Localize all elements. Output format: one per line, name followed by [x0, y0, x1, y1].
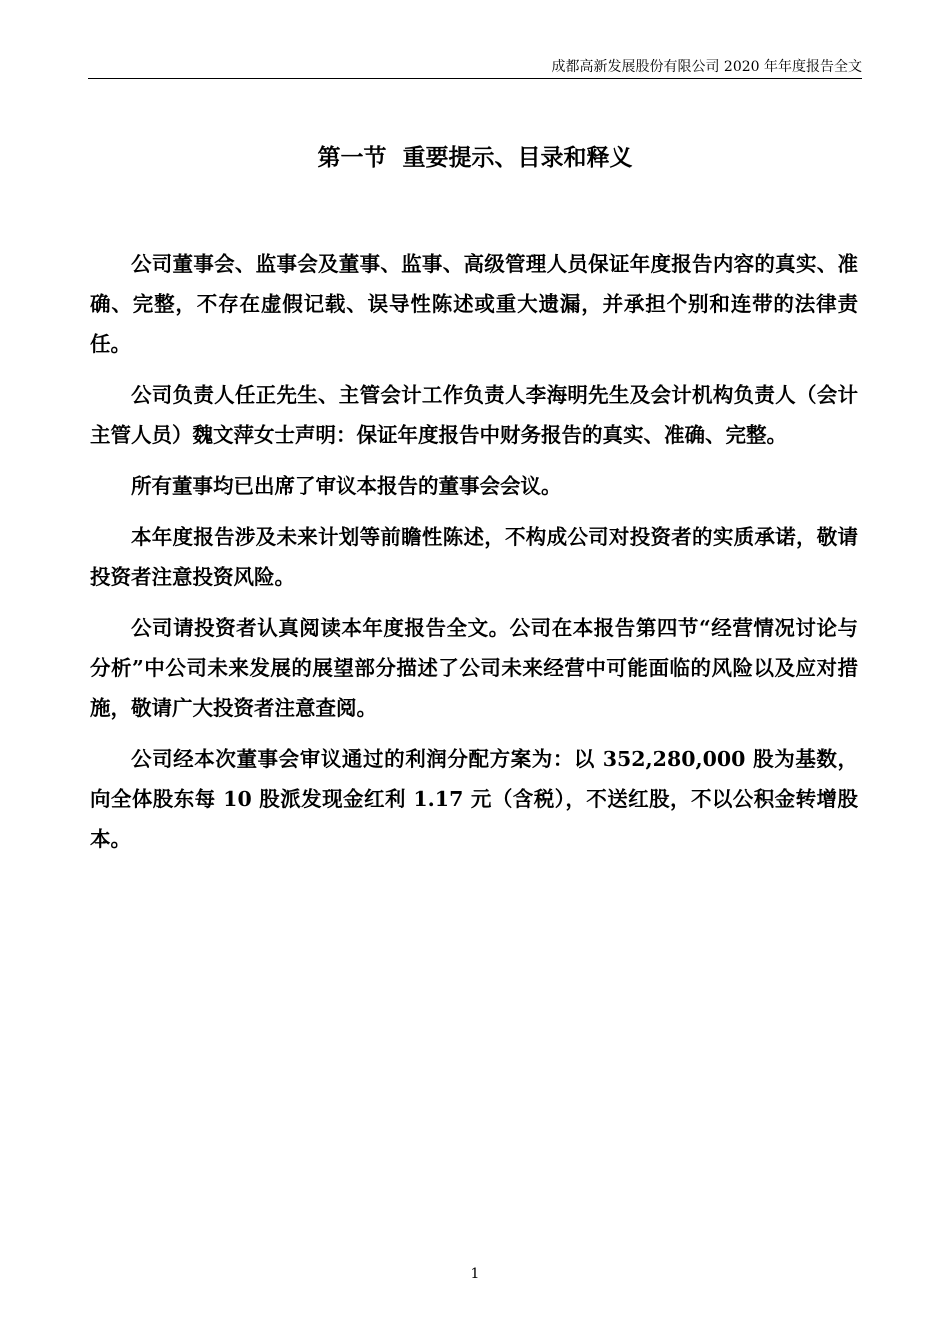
- paragraph-forward-looking-statement: 本年度报告涉及未来计划等前瞻性陈述，不构成公司对投资者的实质承诺，敬请投资者注意投资风险。: [90, 525, 858, 589]
- paragraph-profit-distribution: 公司经本次董事会审议通过的利润分配方案为：以 352,280,000 股为基数，向全体股东每 10 股派发现金红利 1.17 元（含税），不送红股，不以公积金转增股本。: [90, 747, 858, 851]
- paragraph-board-attendance: 所有董事均已出席了审议本报告的董事会会议。: [131, 474, 562, 498]
- header-rule: [88, 78, 862, 79]
- page-number: 1: [470, 1266, 480, 1282]
- paragraph-financial-statement-declaration: 公司负责人任正先生、主管会计工作负责人李海明先生及会计机构负责人（会计主管人员）魏文萍女士声明：保证年度报告中财务报告的真实、准确、完整。: [90, 383, 858, 447]
- body-text: [90, 244, 858, 870]
- running-header: 成都高新发展股份有限公司 2020 年年度报告全文: [551, 59, 862, 75]
- paragraph-risk-notice: 公司请投资者认真阅读本年度报告全文。公司在本报告第四节“经营情况讨论与分析”中公司未来发展的展望部分描述了公司未来经营中可能面临的风险以及应对措施，敬请广大投资者注意查阅。: [90, 616, 858, 720]
- section-title: 第一节 重要提示、目录和释义: [317, 144, 633, 171]
- paragraph-responsibility-statement: 公司董事会、监事会及董事、监事、高级管理人员保证年度报告内容的真实、准确、完整，不存在虚假记载、误导性陈述或重大遗漏，并承担个别和连带的法律责任。: [90, 252, 858, 356]
